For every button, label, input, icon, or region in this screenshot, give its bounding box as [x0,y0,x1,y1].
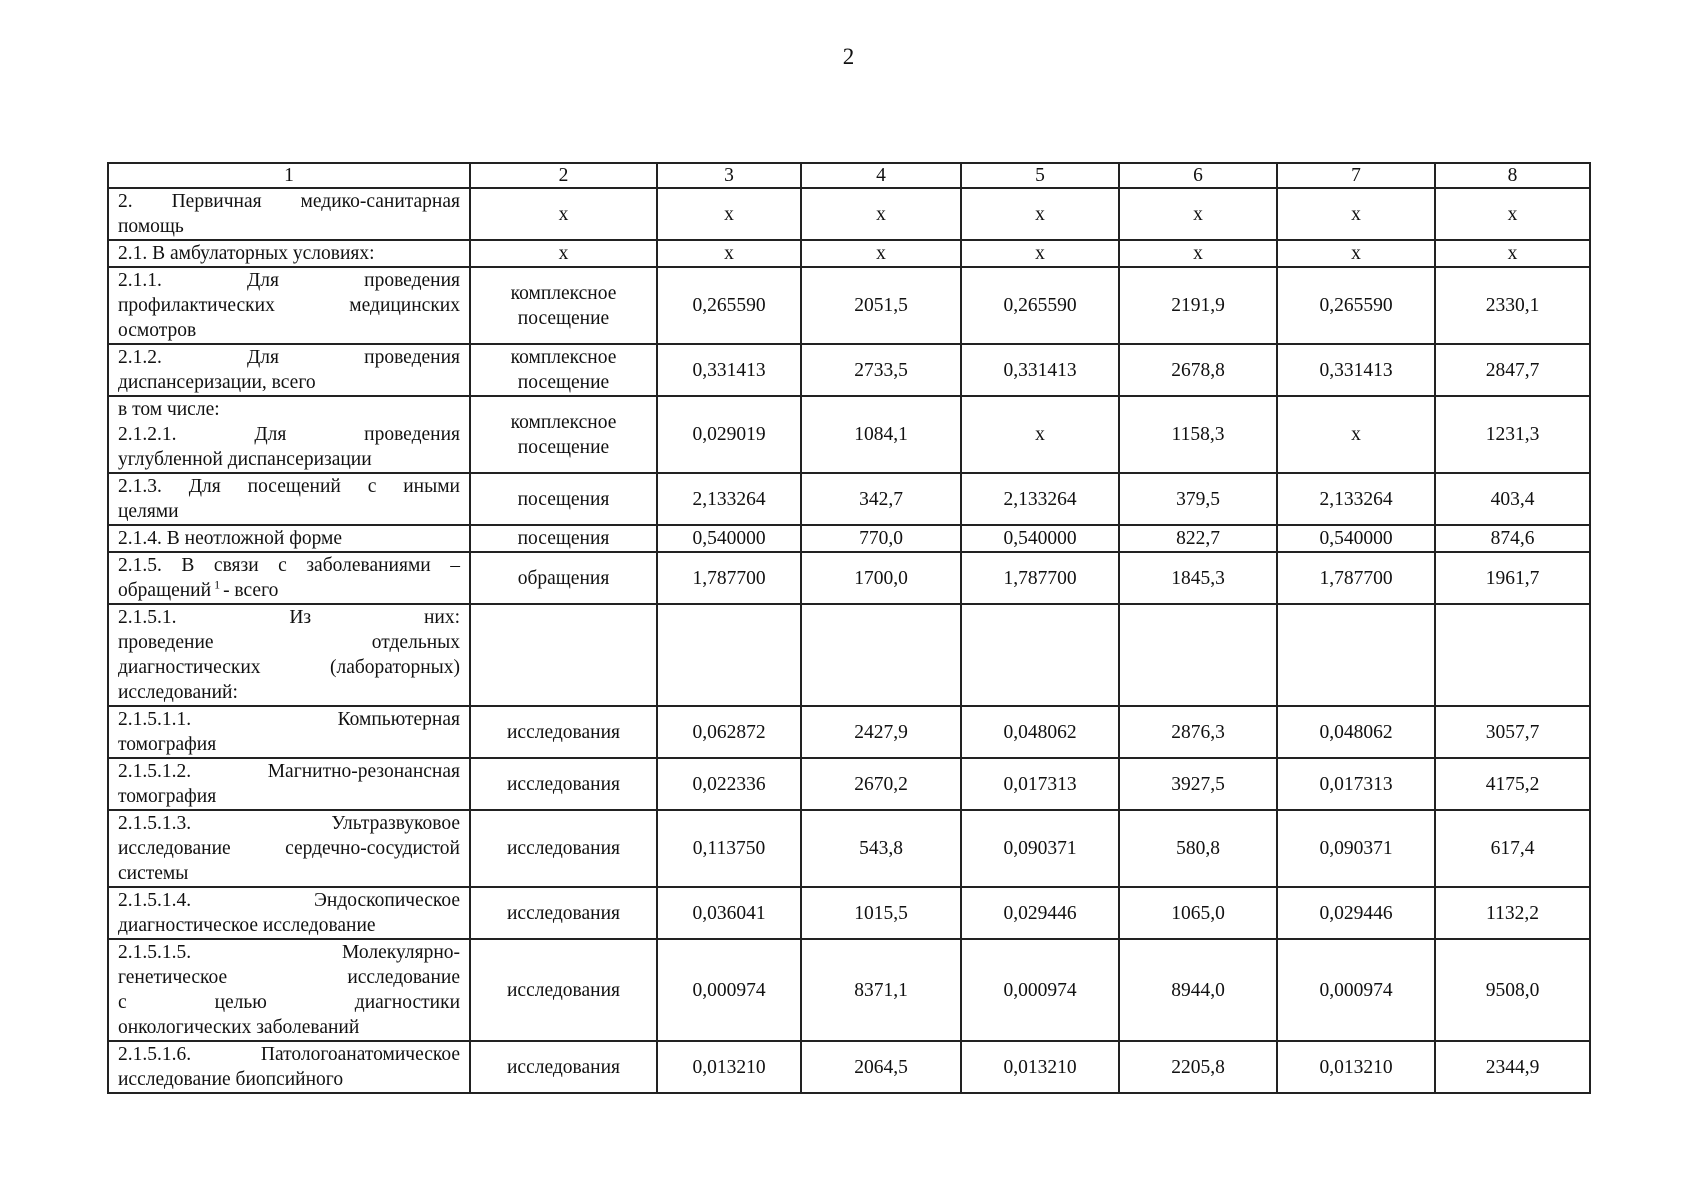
row-value: 0,331413 [961,344,1119,396]
row-value: 403,4 [1435,473,1590,525]
row-name-line: диагностическое исследование [118,915,376,936]
row-name-line: исследование биопсийного [118,1069,344,1090]
row-value: 0,017313 [961,758,1119,810]
row-value: 2064,5 [801,1041,961,1093]
row-value: х [657,188,801,240]
row-name [108,396,470,473]
row-value: х [801,240,961,267]
row-value: 2330,1 [1435,267,1590,344]
row-value: 0,265590 [1277,267,1435,344]
row-value: 2205,8 [1119,1041,1277,1093]
row-value: 8944,0 [1119,939,1277,1041]
table-row [108,604,1590,706]
row-value: 874,6 [1435,525,1590,552]
row-unit: х [470,240,657,267]
row-value: х [1119,240,1277,267]
row-name [108,810,470,887]
row-name-line: 2.1.1. Для проведения [118,270,460,291]
row-name-line: 2.1. В амбулаторных условиях: [118,243,375,264]
row-name [108,939,470,1041]
row-value: 0,090371 [1277,810,1435,887]
rates-table [107,162,1591,1094]
row-name-line: исследований: [118,682,238,703]
row-value: 1961,7 [1435,552,1590,604]
row-value: х [801,188,961,240]
column-number: 7 [1277,163,1435,188]
row-name-line: с целью диагностики [118,992,460,1013]
row-name-line: 2.1.5.1.1. Компьютерная [118,709,460,730]
row-name-line: 2.1.5.1.5. Молекулярно- [118,942,460,963]
row-value: 4175,2 [1435,758,1590,810]
row-name-line: 2.1.2.1. Для проведения [118,424,460,445]
row-unit: исследования [470,887,657,939]
row-name-line: томография [118,734,217,755]
row-value: 2876,3 [1119,706,1277,758]
row-name-line: исследование сердечно-сосудистой [118,838,460,859]
row-value: 0,013210 [961,1041,1119,1093]
row-value: 2733,5 [801,344,961,396]
row-unit: исследования [470,810,657,887]
row-value: 0,029446 [961,887,1119,939]
row-value [657,604,801,706]
row-value: 0,331413 [657,344,801,396]
row-value: 0,029019 [657,396,801,473]
row-name-line: томография [118,786,217,807]
row-name-line: 2.1.4. В неотложной форме [118,528,343,549]
row-name [108,344,470,396]
row-value: 0,000974 [961,939,1119,1041]
row-value: х [961,240,1119,267]
row-value: 3927,5 [1119,758,1277,810]
row-value: 1700,0 [801,552,961,604]
row-name-line: 2.1.5.1.2. Магнитно-резонансная [118,761,460,782]
row-name-line: 2.1.5. В связи с заболеваниями – [118,555,460,576]
row-value: 1158,3 [1119,396,1277,473]
row-value: 1132,2 [1435,887,1590,939]
row-value: 0,000974 [1277,939,1435,1041]
row-name-line: углубленной диспансеризации [118,449,372,470]
row-value: 8371,1 [801,939,961,1041]
row-name-line: онкологических заболеваний [118,1017,360,1038]
row-name-line: 2.1.5.1.6. Патологоанатомическое [118,1044,460,1065]
row-value: 0,113750 [657,810,801,887]
row-value: 543,8 [801,810,961,887]
table-row [108,473,1590,525]
row-name [108,706,470,758]
row-value: х [1435,240,1590,267]
row-value: 2847,7 [1435,344,1590,396]
table-row [108,939,1590,1041]
row-value: 0,036041 [657,887,801,939]
row-value: х [961,396,1119,473]
row-value: 1,787700 [961,552,1119,604]
row-value: х [961,188,1119,240]
row-value: 770,0 [801,525,961,552]
row-value: х [1277,188,1435,240]
table-row [108,706,1590,758]
column-number: 8 [1435,163,1590,188]
row-value: х [1277,396,1435,473]
row-unit: комплексное посещение [470,267,657,344]
row-value: 2344,9 [1435,1041,1590,1093]
row-name-line: обращений [118,580,212,601]
table-row [108,344,1590,396]
row-name [108,267,470,344]
row-value: 0,013210 [657,1041,801,1093]
footnote-marker: 1 [211,577,224,592]
row-value: 0,540000 [1277,525,1435,552]
row-value: 3057,7 [1435,706,1590,758]
row-value: 2,133264 [961,473,1119,525]
row-value: 1,787700 [657,552,801,604]
row-value: х [1277,240,1435,267]
row-value: 0,331413 [1277,344,1435,396]
row-value [961,604,1119,706]
row-unit: х [470,188,657,240]
row-value: х [1435,188,1590,240]
row-name [108,552,470,604]
row-unit: комплексное посещение [470,396,657,473]
row-value: 0,090371 [961,810,1119,887]
row-value: 0,265590 [961,267,1119,344]
row-name-line: 2.1.5.1. Из них: [118,607,460,628]
row-unit: обращения [470,552,657,604]
row-value: 0,048062 [961,706,1119,758]
row-name-line: 2.1.3. Для посещений с иными [118,476,460,497]
row-value: 822,7 [1119,525,1277,552]
row-value: 0,265590 [657,267,801,344]
header-row [108,163,1590,188]
row-name [108,758,470,810]
row-name-line: 2. Первичная медико-санитарная [118,191,460,212]
row-value: 0,013210 [1277,1041,1435,1093]
row-name-line: профилактических медицинских [118,295,460,316]
row-name [108,604,470,706]
row-unit: исследования [470,706,657,758]
row-value: 0,540000 [961,525,1119,552]
row-value: 2,133264 [657,473,801,525]
table-row [108,396,1590,473]
row-value: 1845,3 [1119,552,1277,604]
column-number: 4 [801,163,961,188]
table-row [108,525,1590,552]
row-value: 2,133264 [1277,473,1435,525]
row-name-line: целями [118,501,179,522]
row-value: 0,000974 [657,939,801,1041]
row-value: х [1119,188,1277,240]
row-value: 1084,1 [801,396,961,473]
column-number: 5 [961,163,1119,188]
row-name-line: диагностических (лабораторных) [118,657,460,678]
row-name [108,525,470,552]
row-name [108,887,470,939]
row-unit: комплексное посещение [470,344,657,396]
row-value: х [657,240,801,267]
row-unit: посещения [470,473,657,525]
column-number: 1 [108,163,470,188]
row-value: 9508,0 [1435,939,1590,1041]
table-row [108,1041,1590,1093]
row-value: 0,540000 [657,525,801,552]
row-unit [470,604,657,706]
row-unit: посещения [470,525,657,552]
row-value [801,604,961,706]
row-value: 1231,3 [1435,396,1590,473]
row-value: 580,8 [1119,810,1277,887]
column-number: 3 [657,163,801,188]
table-row [108,810,1590,887]
row-value: 617,4 [1435,810,1590,887]
row-name-line: 2.1.5.1.4. Эндоскопическое [118,890,460,911]
column-number: 6 [1119,163,1277,188]
row-name [108,1041,470,1093]
row-name-line: помощь [118,216,184,237]
row-name [108,188,470,240]
row-name-line: проведение отдельных [118,632,460,653]
row-value: 2678,8 [1119,344,1277,396]
row-value: 379,5 [1119,473,1277,525]
table-row [108,188,1590,240]
row-value: 2051,5 [801,267,961,344]
row-value: 2191,9 [1119,267,1277,344]
row-value: 0,029446 [1277,887,1435,939]
row-value: 2427,9 [801,706,961,758]
row-value: 0,017313 [1277,758,1435,810]
row-unit: исследования [470,1041,657,1093]
row-name-line: 2.1.5.1.3. Ультразвуковое [118,813,460,834]
row-value [1435,604,1590,706]
row-value: 342,7 [801,473,961,525]
table-row [108,887,1590,939]
row-name-line: системы [118,863,189,884]
row-name-line: - всего [223,580,279,601]
table-row [108,758,1590,810]
row-value: 0,062872 [657,706,801,758]
table-row [108,267,1590,344]
row-name-line: в том числе: [118,399,220,420]
row-name [108,473,470,525]
column-number: 2 [470,163,657,188]
row-name-line: осмотров [118,320,197,341]
row-value: 1015,5 [801,887,961,939]
row-unit: исследования [470,758,657,810]
row-value [1119,604,1277,706]
row-name-line: 2.1.2. Для проведения [118,347,460,368]
row-name-line: диспансеризации, всего [118,372,316,393]
row-value [1277,604,1435,706]
table-row [108,240,1590,267]
row-value: 2670,2 [801,758,961,810]
page-number: 2 [842,44,855,69]
table-row [108,552,1590,604]
row-name-line: генетическое исследование [118,967,460,988]
row-value: 1065,0 [1119,887,1277,939]
row-name [108,240,470,267]
row-value: 0,022336 [657,758,801,810]
row-value: 0,048062 [1277,706,1435,758]
row-value: 1,787700 [1277,552,1435,604]
row-unit: исследования [470,939,657,1041]
